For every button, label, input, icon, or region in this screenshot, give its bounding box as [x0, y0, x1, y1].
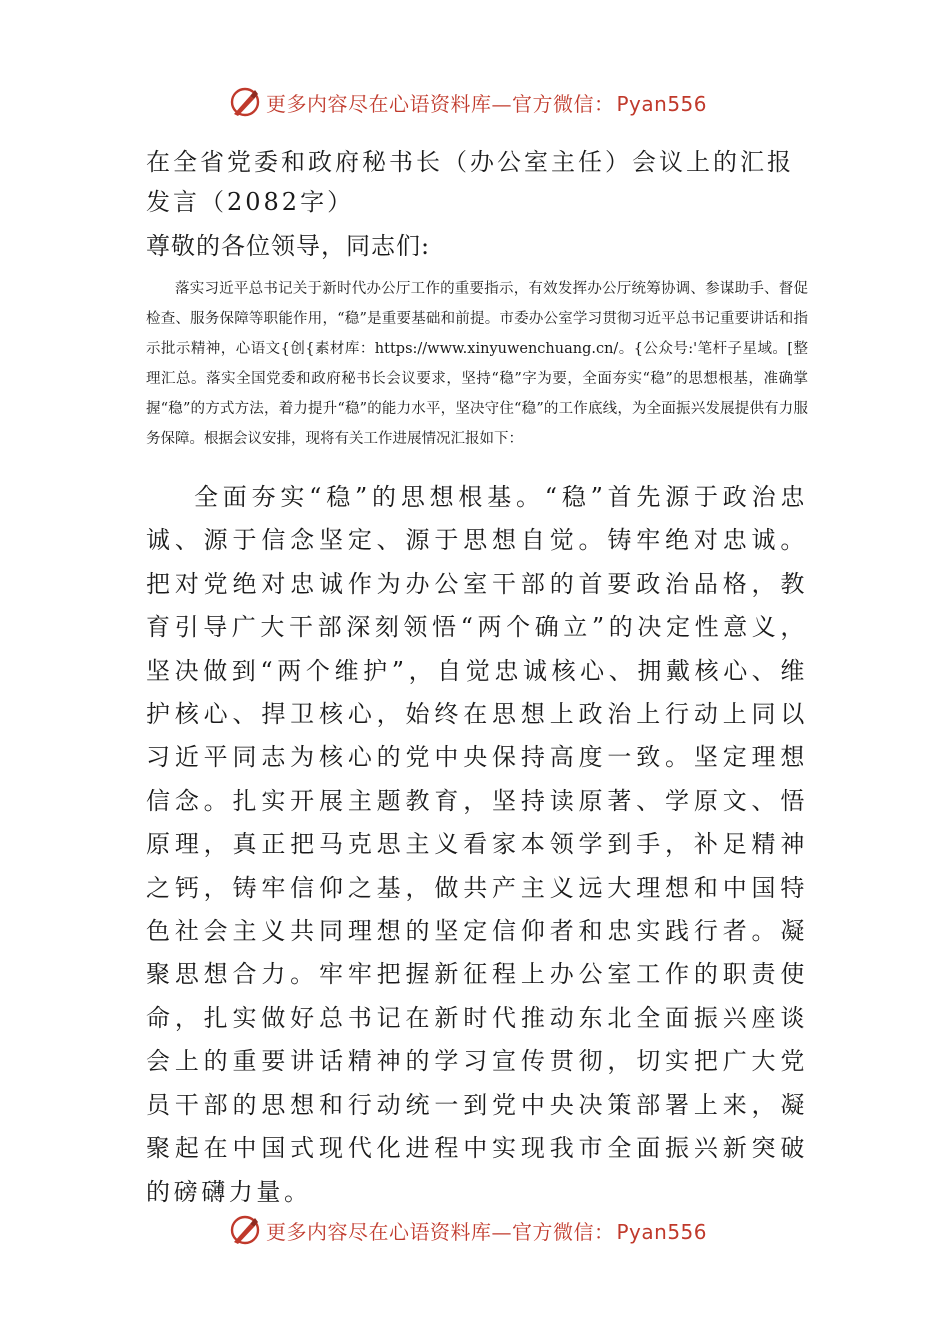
wechat-id: Pyan556: [616, 1219, 708, 1244]
banner-text: [266, 88, 707, 117]
banner-label: 更多内容尽在心语资料库—官方微信：: [266, 1219, 615, 1244]
intro-paragraph: 落实习近平总书记关于新时代办公厅工作的重要指示，有效发挥办公厅统筹协调、参谋助手、督促检查、服务保障等职能作用，“稳”是重要基础和前提。市委办公室学习贯彻习近平总书记重要讲话和指示批示精神，心语文{创{素材库：https://www.xinyuwenchuang.cn/。{公众号:'笔杆子星域。[整理汇总。落实全国党委和政府秘书长会议要求，坚持“稳”字为要，全面夯实“稳”的思想根基，准确掌握“稳”的方式方法，着力提升“稳”的能力水平，坚决守住“稳”的工作底线，为全面振兴发展提供有力服务保障。根据会议安排，现将有关工作进展情况汇报如下：: [146, 281, 808, 447]
section-paragraph: 全面夯实“稳”的思想根基。“稳”首先源于政治忠诚、源于信念坚定、源于思想自觉。铸牢绝对忠诚。把对党绝对忠诚作为办公室干部的首要政治品格，教育引导广大干部深刻领悟“两个确立”的决定性意义，坚决做到“两个维护”，自觉忠诚核心、拥戴核心、维护核心、捍卫核心，始终在思想上政治上行动上同以习近平同志为核心的党中央保持高度一致。坚定理想信念。扎实开展主题教育，坚持读原著、学原文、悟原理，真正把马克思主义看家本领学到手，补足精神之钙，铸牢信仰之基，做共产主义远大理想和中国特色社会主义共同理想的坚定信仰者和忠实践行者。凝聚思想合力。牢牢把握新征程上办公室工作的职责使命，扎实做好总书记在新时代推动东北全面振兴座谈会上的重要讲话精神的学习宣传贯彻，切实把广大党员干部的思想和行动统一到党中央决策部署上来，凝聚起在中国式现代化进程中实现我市全面振兴新突破的磅礴力量。: [146, 483, 808, 1206]
footer-banner: [228, 1212, 728, 1248]
greeting: 尊敬的各位领导，同志们:: [146, 232, 431, 260]
pen-circle-icon: [228, 85, 262, 119]
pen-circle-icon: [228, 1213, 262, 1247]
banner-text: [266, 1216, 707, 1245]
document-title: 在全省党委和政府秘书长（办公室主任）会议上的汇报发言（2082字）: [146, 148, 794, 216]
header-banner: [228, 84, 728, 120]
banner-label: 更多内容尽在心语资料库—官方微信：: [266, 91, 615, 116]
wechat-id: Pyan556: [616, 91, 708, 116]
